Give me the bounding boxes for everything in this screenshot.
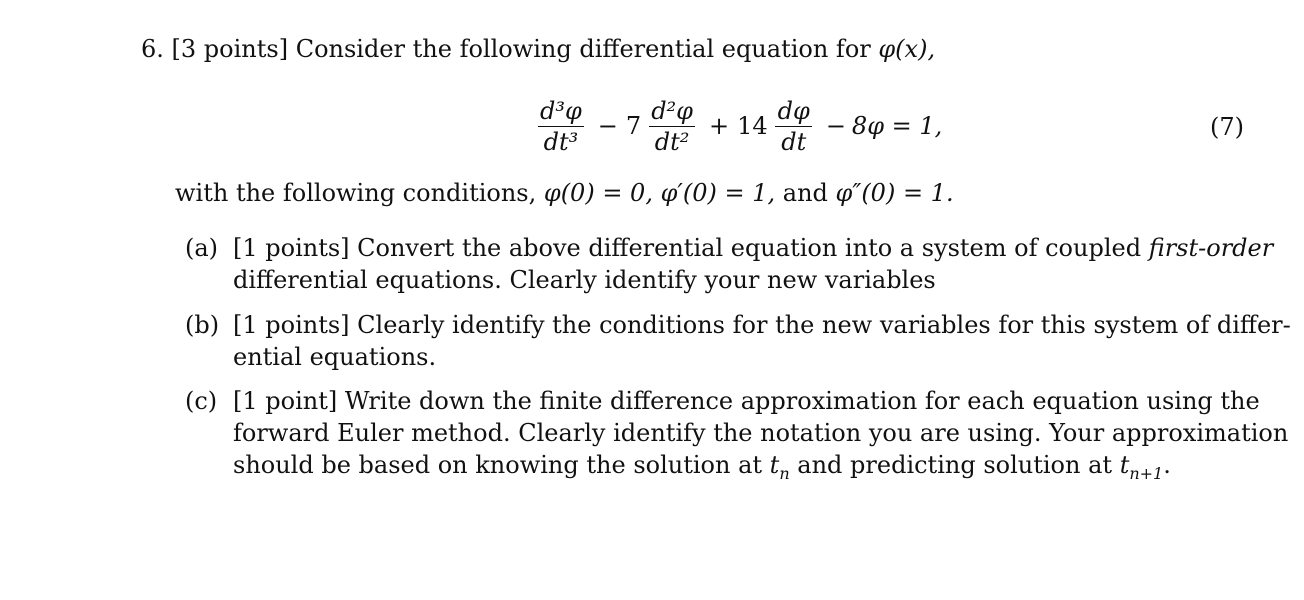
part-label: (a) xyxy=(185,234,219,262)
part-text: should be based on knowing the solution at xyxy=(233,451,763,479)
fraction-first-derivative xyxy=(772,96,816,157)
part-body xyxy=(233,385,1289,490)
part-line xyxy=(233,232,1274,264)
part-body xyxy=(233,232,1274,296)
sentence-end: . xyxy=(1163,451,1171,479)
condition-phi-prime: φ′(0) = 1, xyxy=(660,179,776,207)
fraction-denominator: dt³ xyxy=(538,126,585,157)
coefficient-fourteen: 14 xyxy=(737,112,768,140)
operator-minus: − xyxy=(825,112,846,140)
fraction-numerator: dφ xyxy=(777,96,810,125)
part-a xyxy=(185,232,1274,296)
math-variable: t xyxy=(1119,451,1130,479)
part-line: [1 points] Clearly identify the conditions for the new variables for this system of differ- xyxy=(233,311,1291,339)
fraction-denominator: dt² xyxy=(649,126,696,157)
part-line: differential equations. Clearly identify your new variables xyxy=(233,266,936,294)
problem-function: φ(x), xyxy=(878,35,936,63)
part-line: ential equations. xyxy=(233,343,437,371)
problem-points: [3 points] xyxy=(171,35,289,63)
part-line: [1 point] Write down the finite difference approximation for each equation using the xyxy=(233,387,1260,415)
part-body xyxy=(233,309,1291,373)
fraction-numerator: d³φ xyxy=(540,96,582,125)
part-line: forward Euler method. Clearly identify the notation you are using. Your approximation xyxy=(233,419,1289,447)
fraction-third-derivative xyxy=(534,96,588,157)
part-text: [1 points] Convert the above differential equation into a system of coupled xyxy=(233,234,1142,262)
part-label: (b) xyxy=(185,311,220,339)
conditions-prefix: with the following conditions, xyxy=(175,179,537,207)
math-subscript: n+1 xyxy=(1129,463,1164,483)
equation-rhs: 8φ = 1, xyxy=(851,112,943,140)
math-variable: t xyxy=(769,451,780,479)
fraction-second-derivative xyxy=(645,96,699,157)
conditions-and: and xyxy=(782,179,828,207)
math-t-n xyxy=(769,451,790,483)
part-label: (c) xyxy=(185,387,218,415)
problem-number: 6. xyxy=(141,35,164,63)
problem-intro: Consider the following differential equation for xyxy=(295,35,871,63)
emphasized-text: first-order xyxy=(1148,234,1274,262)
operator-minus: − xyxy=(597,112,618,140)
math-subscript: n xyxy=(779,463,790,483)
initial-conditions xyxy=(175,176,954,210)
part-b xyxy=(185,309,1291,373)
part-c xyxy=(185,385,1289,490)
fraction-denominator: dt xyxy=(775,126,812,157)
differential-equation xyxy=(530,88,942,164)
problem-header xyxy=(141,32,935,66)
part-line xyxy=(233,449,1247,490)
part-text: and predicting solution at xyxy=(797,451,1113,479)
coefficient-seven: 7 xyxy=(625,112,642,140)
math-t-n-plus-1 xyxy=(1119,451,1164,483)
operator-plus: + xyxy=(708,112,730,140)
equation-number: (7) xyxy=(1210,113,1244,141)
condition-phi-double-prime: φ″(0) = 1. xyxy=(835,179,954,207)
condition-phi: φ(0) = 0, xyxy=(543,179,653,207)
fraction-numerator: d²φ xyxy=(651,96,693,125)
